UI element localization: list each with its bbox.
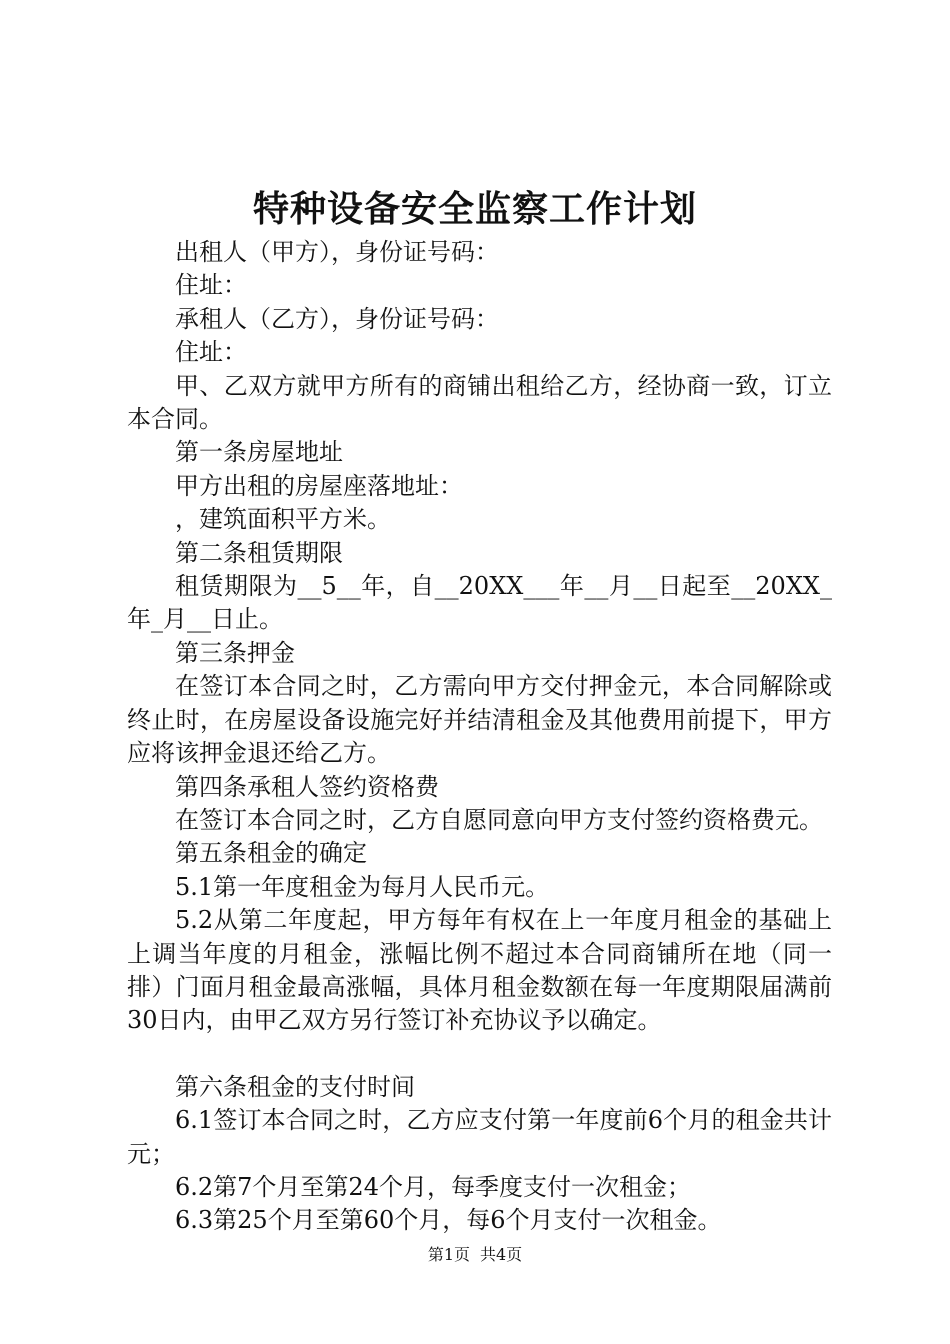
section-heading-4: 第四条承租人签约资格费 — [175, 772, 439, 801]
paragraph-payment-6-1: 6.1签订本合同之时，乙方应支付第一年度前6个月的租金共计元； — [127, 1106, 832, 1168]
section-heading-3: 第三条押金 — [175, 638, 295, 667]
paragraph-address: 甲方出租的房屋座落地址： — [175, 471, 463, 500]
document-body — [127, 236, 832, 1238]
page-footer — [0, 1244, 950, 1266]
paragraph-term: 租赁期限为__5__年，自__20XX___年__月__日起至__20XX_年_月__日止。 — [127, 572, 832, 634]
paragraph-lessor-address: 住址： — [175, 271, 247, 300]
paragraph-lessee-address: 住址： — [175, 338, 247, 367]
page-total: 共4页 — [480, 1245, 523, 1264]
paragraph-rent-5-2: 5.2从第二年度起，甲方每年有权在上一年度月租金的基础上上调当年度的月租金，涨幅比例不超过本合同商铺所在地（同一排）门面月租金最高涨幅，具体月租金数额在每一年度期限届满前30日内，由甲乙双方另行签订补充协议予以确定。 — [127, 906, 832, 1035]
paragraph-lessor: 出租人（甲方），身份证号码： — [175, 238, 499, 266]
paragraph-deposit: 在签订本合同之时，乙方需向甲方交付押金元，本合同解除或终止时，在房屋设备设施完好并结清租金及其他费用前提下，甲方应将该押金退还给乙方。 — [127, 672, 832, 768]
paragraph-lessee: 承租人（乙方），身份证号码： — [175, 304, 499, 333]
section-heading-2: 第二条租赁期限 — [175, 538, 343, 567]
paragraph-payment-6-2: 6.2第7个月至第24个月，每季度支付一次租金； — [175, 1172, 691, 1201]
document-title: 特种设备安全监察工作计划 — [252, 189, 697, 230]
section-heading-6: 第六条租金的支付时间 — [175, 1072, 415, 1101]
paragraph-payment-6-3: 6.3第25个月至第60个月，每6个月支付一次租金。 — [175, 1206, 722, 1235]
paragraph-area: ，建筑面积平方米。 — [175, 505, 391, 534]
page-number: 第1页 — [427, 1245, 470, 1264]
paragraph-intro: 甲、乙双方就甲方所有的商铺出租给乙方，经协商一致，订立本合同。 — [127, 371, 832, 434]
paragraph-qualification-fee: 在签订本合同之时，乙方自愿同意向甲方支付签约资格费元。 — [175, 805, 823, 834]
paragraph-rent-5-1: 5.1第一年度租金为每月人民币元。 — [175, 872, 550, 901]
section-heading-1: 第一条房屋地址 — [175, 438, 343, 467]
section-heading-5: 第五条租金的确定 — [175, 839, 367, 868]
